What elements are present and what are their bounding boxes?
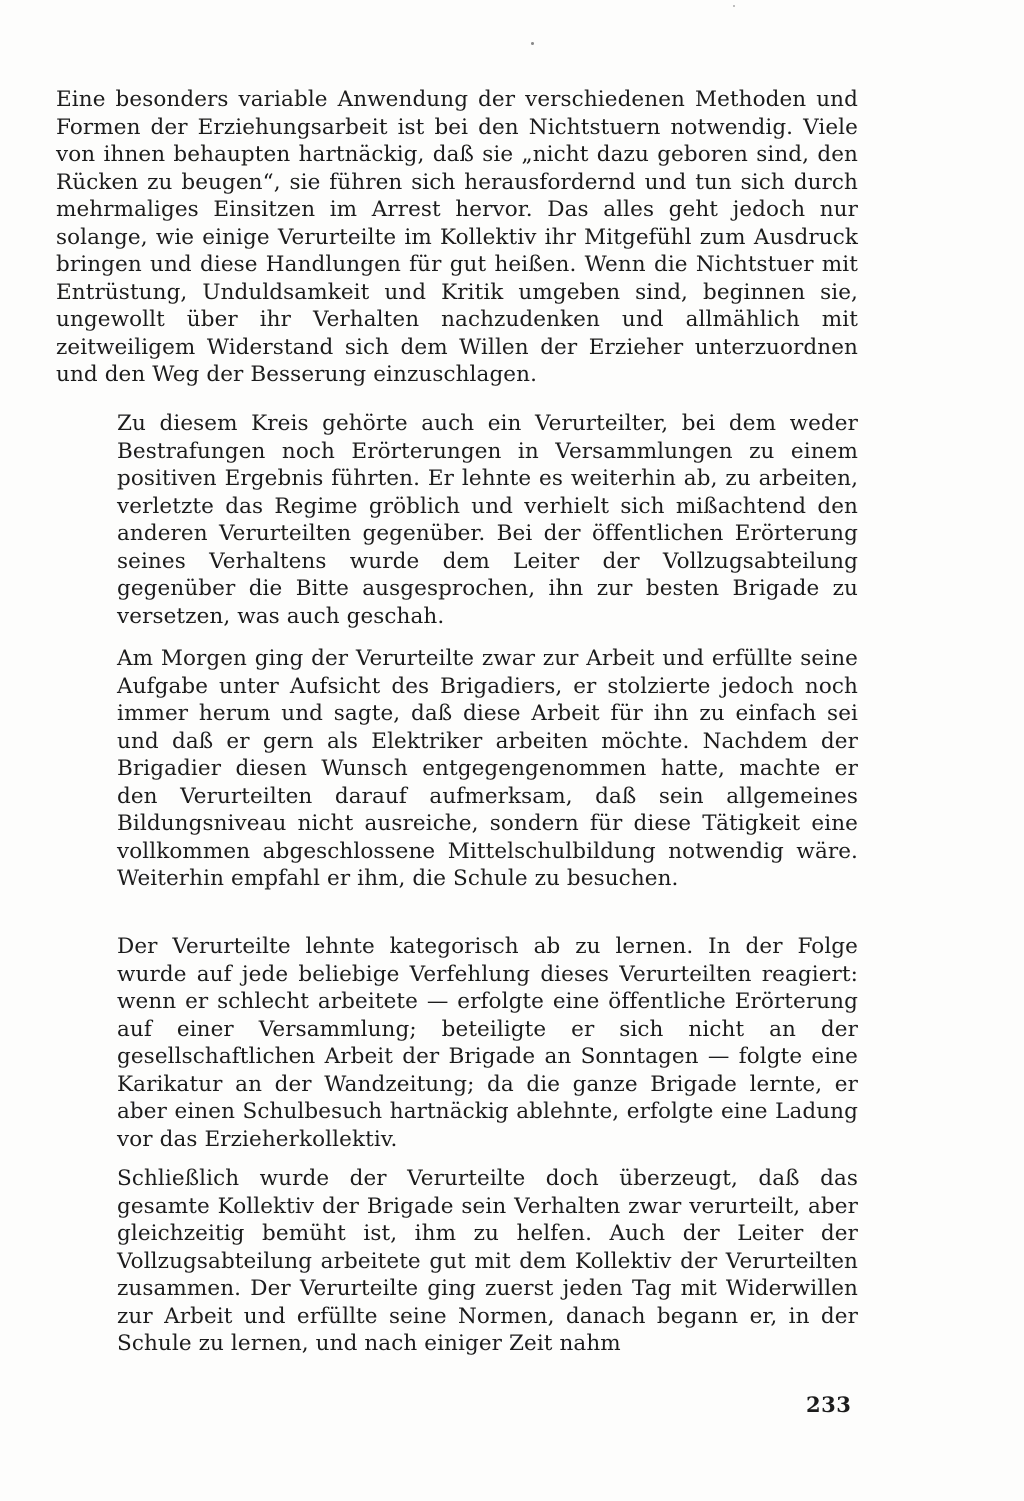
- page-number: 233: [806, 1392, 852, 1417]
- paragraph-conviction-change: Schließlich wurde der Verurteilte doch überzeugt, daß das gesamte Kollektiv der Brigade sein Verhalten zwar verurteilt, aber gleichzeitig bemüht ist, ihm zu helfen. Auch der Leiter der Vollzugsabteilung arbeitete gut mit dem Kollektiv der Verurteilten zusammen. Der Verurteilte ging zuerst jeden Tag mit Widerwillen zur Arbeit und erfüllte seine Normen, danach begann er, in der Schule zu lernen, und nach einiger Zeit nahm: [117, 1166, 858, 1356]
- paragraph-nichtstuer-methods: Eine besonders variable Anwendung der verschiedenen Methoden und Formen der Erziehungsarbeit ist bei den Nichtstuern notwendig. Viele von ihnen behaupten hartnäckig, daß sie „nicht dazu geboren sind, den Rücken zu beugen“, sie führen sich herausfordernd und tun sich durch mehrmaliges Einsitzen im Arrest hervor. Das alles geht jedoch nur solange, wie einige Verurteilte im Kollektiv ihr Mitgefühl zum Ausdruck bringen und diese Handlungen für gut heißen. Wenn die Nichtstuer mit Entrüstung, Unduldsamkeit und Kritik umgeben sind, beginnen sie, ungewollt über ihr Verhalten nachzudenken und allmählich mit zeitweiligem Widerstand sich dem Willen der Erzieher unterzuordnen und den Weg der Besserung einzuschlagen.: [56, 87, 858, 387]
- scan-speck: [531, 42, 534, 45]
- scan-speck: [733, 5, 735, 7]
- paragraph-example-convict: Zu diesem Kreis gehörte auch ein Verurteilter, bei dem weder Bestrafungen noch Erörterungen in Versammlungen zu einem positiven Ergebnis führten. Er lehnte es weiterhin ab, zu arbeiten, verletzte das Regime gröblich und verhielt sich mißachtend den anderen Verurteilten gegenüber. Bei der öffentlichen Erörterung seines Verhaltens wurde dem Leiter der Vollzugsabteilung gegenüber die Bitte ausgesprochen, ihn zur besten Brigade zu versetzen, was auch geschah.: [117, 411, 858, 629]
- paragraph-morning-work: Am Morgen ging der Verurteilte zwar zur Arbeit und erfüllte seine Aufgabe unter Aufsicht des Brigadiers, er stolzierte jedoch noch immer herum und sagte, daß diese Arbeit für ihn zu einfach sei und daß er gern als Elektriker arbeiten möchte. Nachdem der Brigadier diesen Wunsch entgegengenommen hatte, machte er den Verurteilten darauf aufmerksam, daß sein allgemeines Bildungsniveau nicht ausreiche, sondern für diese Tätigkeit eine vollkommen abgeschlossene Mittelschulbildung notwendig wäre. Weiterhin empfahl er ihm, die Schule zu besuchen.: [117, 646, 858, 891]
- paragraph-refusal-to-learn: Der Verurteilte lehnte kategorisch ab zu lernen. In der Folge wurde auf jede beliebige Verfehlung dieses Verurteilten reagiert: wenn er schlecht arbeitete — erfolgte eine öffentliche Erörterung auf einer Versammlung; beteiligte er sich nicht an der gesellschaftlichen Arbeit der Brigade an Sonntagen — folgte eine Karikatur an der Wandzeitung; da die ganze Brigade lernte, er aber einen Schulbesuch hartnäckig ablehnte, erfolgte eine Ladung vor das Erzieherkollektiv.: [117, 934, 858, 1152]
